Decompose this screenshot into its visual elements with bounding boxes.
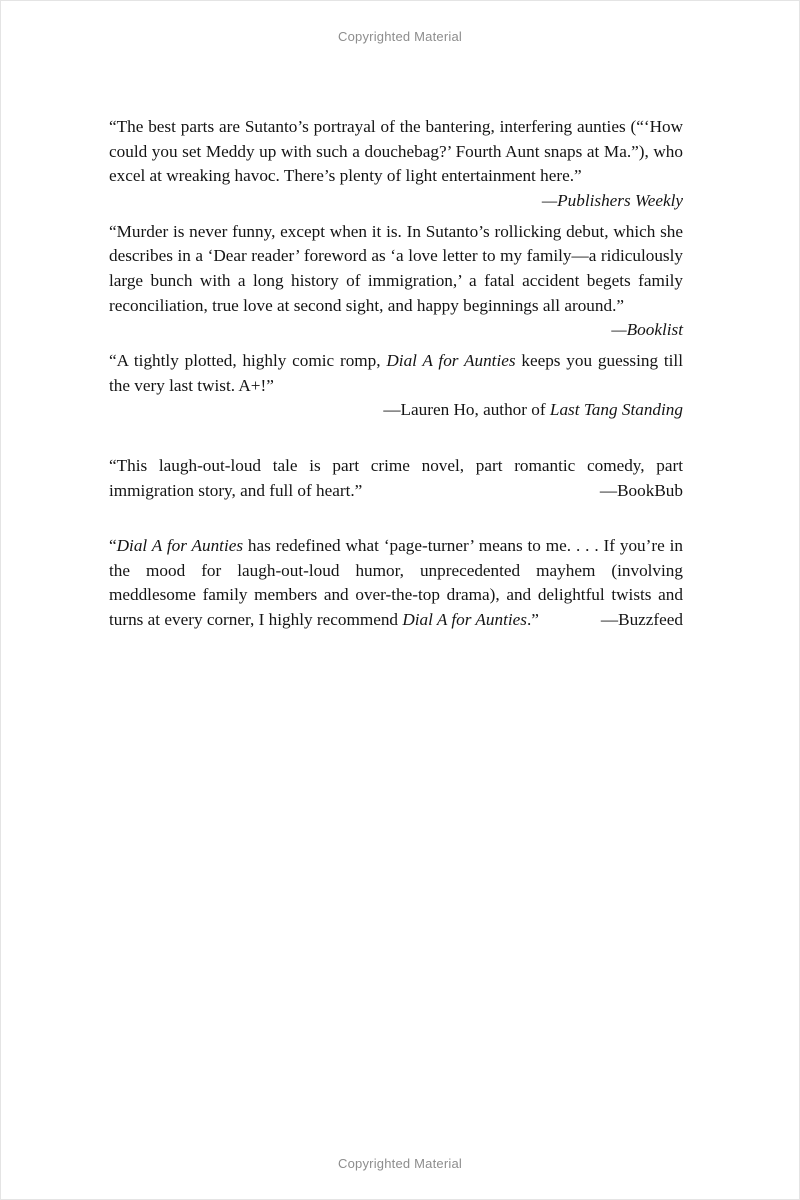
attribution-text: —Buzzfeed (600, 609, 683, 629)
quote-text: “A tightly plotted, highly comic romp, (109, 351, 387, 371)
quote-italic-text: Dial A for Aunties (116, 536, 244, 556)
quote-text: has redefined what ‘page-turner’ means to me. . . . If you’re in the mood for laugh-out-loud humor, unprecedented mayhem (involving meddlesome family members and over-the-top drama), and delightful twists and turns at every corner, I highly recommend (109, 536, 683, 629)
attribution-italic-text: —Booklist (611, 320, 683, 340)
attribution-booklist (611, 318, 683, 343)
quote-lauren-ho (109, 349, 683, 423)
quote-paragraph (109, 115, 683, 210)
quote-paragraph (109, 349, 683, 398)
copyright-notice-top: Copyrighted Material (338, 29, 462, 44)
quote-publishers-weekly (109, 115, 683, 210)
attribution-buzzfeed (601, 608, 683, 633)
attribution-text: —Lauren Ho, author of (383, 400, 550, 420)
copyright-notice-bottom: Copyrighted Material (338, 1156, 462, 1171)
attribution-italic-text: —Publishers Weekly (541, 190, 683, 210)
quote-paragraph (109, 220, 683, 340)
quote-text: .” (526, 609, 539, 629)
quote-buzzfeed (109, 534, 683, 632)
quote-paragraph (109, 454, 683, 503)
quote-paragraph (109, 534, 683, 632)
quote-italic-text: Dial A for Aunties (402, 609, 527, 629)
praise-quotes-section (109, 115, 683, 664)
quote-text: “Murder is never funny, except when it is. In Sutanto’s rollicking debut, which she describes in a ‘Dear reader’ foreword as ‘a love letter to my family—a ridiculously large bunch with a long history of immigration,’ a fatal accident begets family reconciliation, true love at second sight, and happy beginnings all around.” (109, 221, 683, 315)
attribution-bookbub (600, 479, 683, 504)
quote-text: “The best parts are Sutanto’s portrayal of the bantering, interfering aunties (“‘How could you set Meddy up with such a douchebag?’ Fourth Aunt snaps at Ma.”), who excel at wreaking havoc. There’s plenty of light entertainment here.” (109, 117, 683, 186)
attribution-italic-text: Last Tang Standing (549, 400, 683, 420)
attribution-publishers-weekly (542, 189, 683, 214)
quote-text: “This laugh-out-loud tale is part crime novel, part romantic comedy, part immigration story, and full of heart.” (109, 455, 683, 500)
quote-text: “ (109, 536, 117, 556)
quote-text: keeps you guessing till the very last twist. A+!” (109, 351, 683, 395)
quote-bookbub (109, 454, 683, 503)
attribution-lauren-ho (109, 398, 683, 423)
quote-booklist (109, 220, 683, 340)
attribution-text: —BookBub (599, 480, 683, 500)
quote-italic-text: Dial A for Aunties (386, 351, 516, 371)
